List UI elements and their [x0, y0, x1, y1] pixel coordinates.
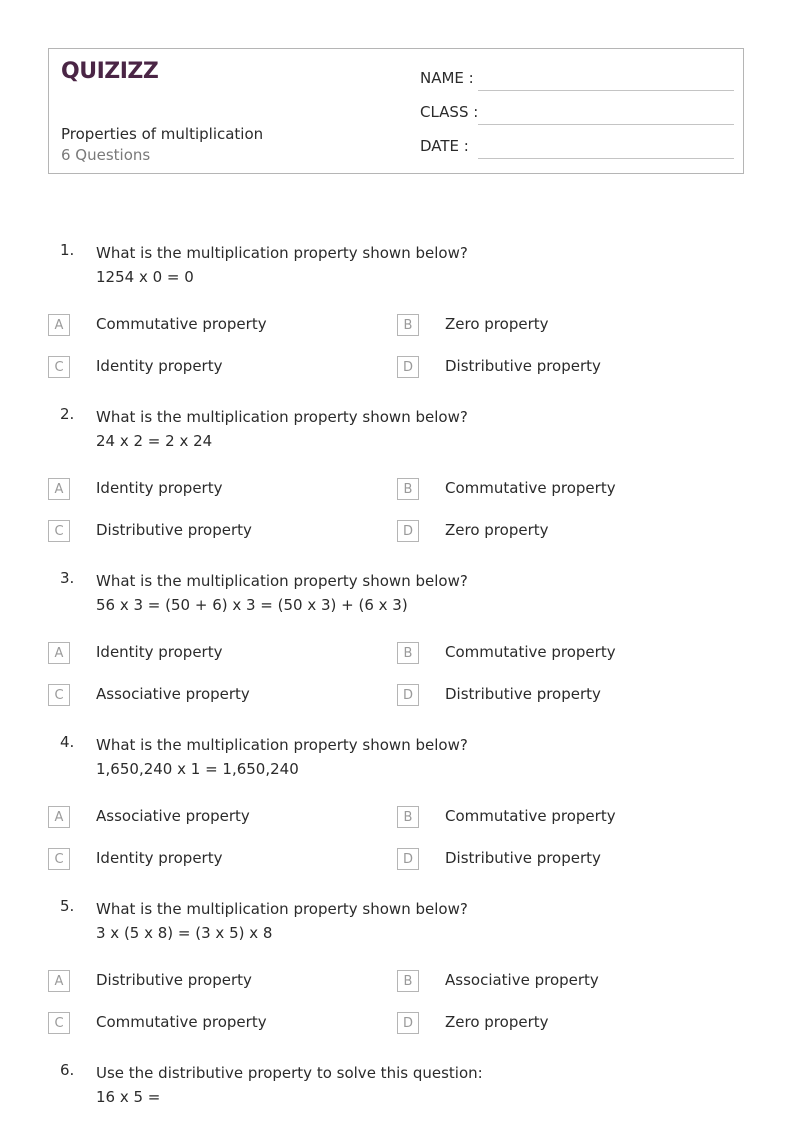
date-line	[478, 158, 734, 159]
option-c[interactable]	[48, 356, 378, 380]
name-line	[478, 90, 734, 91]
option-text: Commutative property	[445, 807, 616, 825]
option-letter-box: C	[48, 520, 70, 542]
option-text: Commutative property	[445, 479, 616, 497]
option-letter-box: A	[48, 970, 70, 992]
question-text: What is the multiplication property shown below?	[96, 900, 468, 918]
option-d[interactable]	[397, 1012, 727, 1036]
question-expression: 1254 x 0 = 0	[96, 268, 194, 286]
option-text: Distributive property	[445, 357, 601, 375]
question-number: 2.	[60, 405, 75, 423]
option-text: Distributive property	[96, 971, 252, 989]
question-number: 1.	[60, 241, 75, 259]
option-c[interactable]	[48, 684, 378, 708]
name-label: NAME :	[420, 69, 474, 87]
option-letter-box: B	[397, 642, 419, 664]
option-text: Associative property	[445, 971, 599, 989]
question-expression: 3 x (5 x 8) = (3 x 5) x 8	[96, 924, 273, 942]
option-text: Distributive property	[445, 849, 601, 867]
worksheet-title: Properties of multiplication	[61, 125, 264, 143]
option-a[interactable]	[48, 970, 378, 994]
class-label: CLASS :	[420, 103, 479, 121]
option-letter-box: D	[397, 356, 419, 378]
question-4	[0, 733, 794, 883]
class-line	[478, 124, 734, 125]
class-field[interactable]	[420, 103, 734, 127]
question-expression: 56 x 3 = (50 + 6) x 3 = (50 x 3) + (6 x 3)	[96, 596, 408, 614]
option-letter-box: C	[48, 356, 70, 378]
option-letter-box: B	[397, 314, 419, 336]
option-d[interactable]	[397, 520, 727, 544]
date-field[interactable]	[420, 137, 734, 161]
question-expression: 16 x 5 =	[96, 1088, 161, 1106]
option-text: Zero property	[445, 315, 549, 333]
option-letter-box: A	[48, 642, 70, 664]
worksheet-header	[48, 48, 744, 174]
option-text: Identity property	[96, 643, 223, 661]
option-letter-box: D	[397, 520, 419, 542]
question-2	[0, 405, 794, 555]
option-text: Zero property	[445, 521, 549, 539]
option-letter-box: A	[48, 806, 70, 828]
question-3	[0, 569, 794, 719]
question-text: Use the distributive property to solve this question:	[96, 1064, 483, 1082]
option-letter-box: C	[48, 1012, 70, 1034]
option-d[interactable]	[397, 356, 727, 380]
option-a[interactable]	[48, 478, 378, 502]
option-c[interactable]	[48, 520, 378, 544]
option-text: Identity property	[96, 357, 223, 375]
option-a[interactable]	[48, 806, 378, 830]
question-number: 5.	[60, 897, 75, 915]
quizizz-logo: QUIZIZZ	[61, 59, 159, 84]
question-expression: 24 x 2 = 2 x 24	[96, 432, 213, 450]
question-text: What is the multiplication property shown below?	[96, 572, 468, 590]
option-text: Distributive property	[96, 521, 252, 539]
option-d[interactable]	[397, 848, 727, 872]
option-letter-box: B	[397, 478, 419, 500]
option-letter-box: A	[48, 314, 70, 336]
name-field[interactable]	[420, 69, 734, 93]
question-5	[0, 897, 794, 1047]
option-b[interactable]	[397, 806, 727, 830]
option-text: Commutative property	[96, 315, 267, 333]
question-text: What is the multiplication property shown below?	[96, 736, 468, 754]
option-c[interactable]	[48, 848, 378, 872]
option-d[interactable]	[397, 684, 727, 708]
option-b[interactable]	[397, 478, 727, 502]
question-6	[0, 1061, 794, 1121]
option-letter-box: D	[397, 684, 419, 706]
question-count: 6 Questions	[61, 146, 151, 164]
question-number: 6.	[60, 1061, 75, 1079]
question-number: 3.	[60, 569, 75, 587]
option-letter-box: C	[48, 848, 70, 870]
option-b[interactable]	[397, 970, 727, 994]
question-1	[0, 241, 794, 391]
option-letter-box: D	[397, 1012, 419, 1034]
option-letter-box: B	[397, 806, 419, 828]
option-text: Associative property	[96, 807, 250, 825]
option-c[interactable]	[48, 1012, 378, 1036]
option-b[interactable]	[397, 642, 727, 666]
option-letter-box: C	[48, 684, 70, 706]
option-text: Identity property	[96, 479, 223, 497]
option-text: Distributive property	[445, 685, 601, 703]
option-letter-box: B	[397, 970, 419, 992]
option-text: Identity property	[96, 849, 223, 867]
option-text: Commutative property	[96, 1013, 267, 1031]
question-expression: 1,650,240 x 1 = 1,650,240	[96, 760, 299, 778]
option-b[interactable]	[397, 314, 727, 338]
option-text: Associative property	[96, 685, 250, 703]
question-text: What is the multiplication property shown below?	[96, 408, 468, 426]
option-letter-box: A	[48, 478, 70, 500]
question-text: What is the multiplication property shown below?	[96, 244, 468, 262]
question-number: 4.	[60, 733, 75, 751]
option-a[interactable]	[48, 314, 378, 338]
option-text: Commutative property	[445, 643, 616, 661]
option-a[interactable]	[48, 642, 378, 666]
option-letter-box: D	[397, 848, 419, 870]
date-label: DATE :	[420, 137, 469, 155]
option-text: Zero property	[445, 1013, 549, 1031]
